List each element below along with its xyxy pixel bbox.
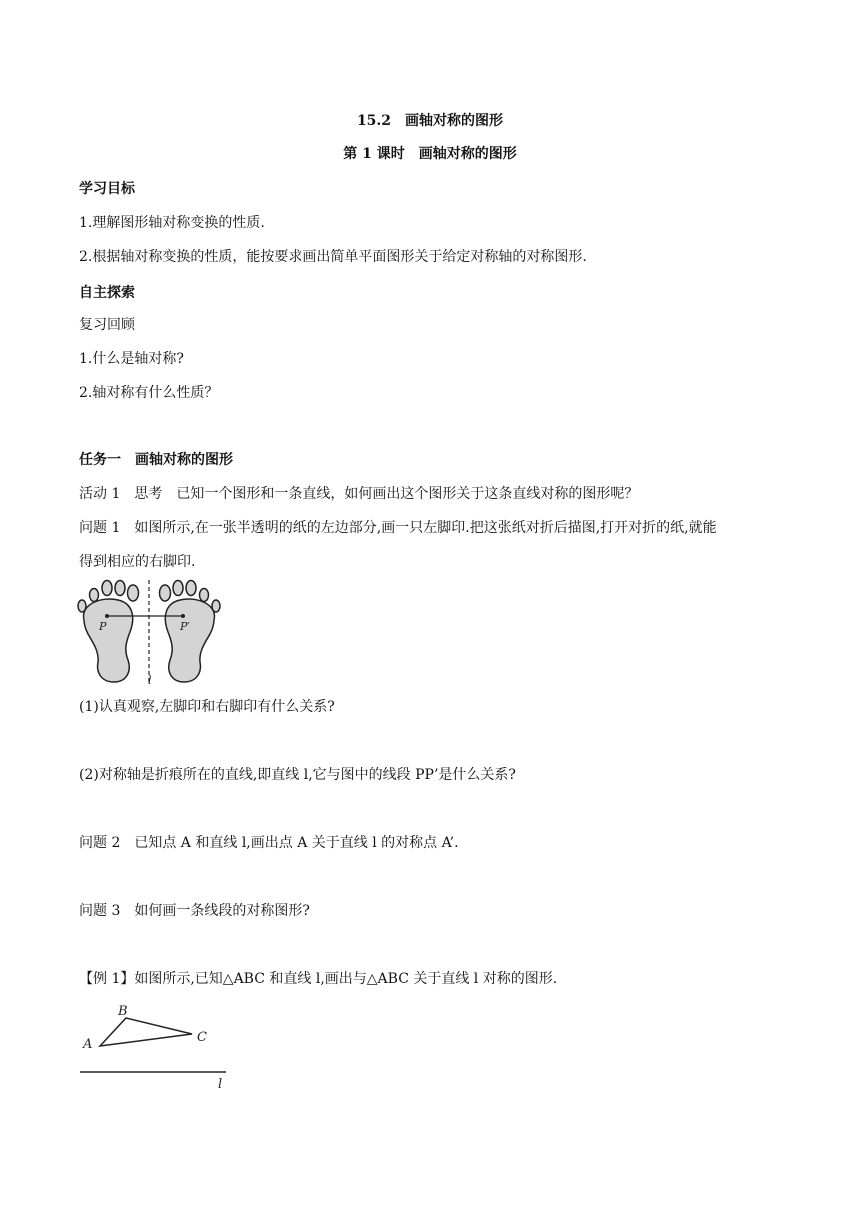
review-question-2: 2.轴对称有什么性质？ [79,385,219,401]
explore-heading: 自主探索 [79,285,135,301]
review-question-1: 1.什么是轴对称? [79,351,184,367]
label-p: P [99,620,107,633]
activity-1: 活动 1 思考 已知一个图形和一条直线，如何画出这个图形关于这条直线对称的图形呢？ [79,486,639,502]
objectives-heading: 学习目标 [79,181,135,197]
page-title: 15.2 画轴对称的图形 [356,113,504,129]
page-subtitle: 第 1 课时 画轴对称的图形 [343,146,517,162]
triangle-abc [100,1018,192,1046]
problem-1-line-2: 得到相应的右脚印. [79,554,196,570]
label-p-prime: P′ [180,620,190,633]
footprint-figure [74,576,224,688]
objective-item-2: 2.根据轴对称变换的性质，能按要求画出简单平面图形关于给定对称轴的对称图形. [79,249,587,265]
label-l: l [148,674,152,687]
label-a: A [83,1037,93,1052]
label-line-l: l [218,1077,223,1092]
label-c: C [197,1030,207,1045]
objective-item-1: 1.理解图形轴对称变换的性质. [79,215,265,231]
point-p [105,614,109,618]
problem-2: 问题 2 已知点 A 和直线 l,画出点 A 关于直线 l 的对称点 A’. [79,835,459,851]
triangle-figure [78,1000,238,1092]
problem-3: 问题 3 如何画一条线段的对称图形? [79,903,310,919]
task1-heading: 任务一 画轴对称的图形 [79,452,233,468]
review-label: 复习回顾 [79,317,135,333]
label-b: B [118,1004,128,1019]
sub-question-2: (2)对称轴是折痕所在的直线,即直线 l,它与图中的线段 PP’是什么关系? [79,767,516,783]
example-1: 【例 1】如图所示,已知△ABC 和直线 l,画出与△ABC 关于直线 l 对称的图形. [79,971,558,987]
sub-question-1: (1)认真观察,左脚印和右脚印有什么关系? [79,699,335,715]
problem-1-line-1: 问题 1 如图所示,在一张半透明的纸的左边部分,画一只左脚印.把这张纸对折后描图,打开对折的纸,就能 [79,520,717,536]
left-footprint [78,581,139,683]
point-p-prime [181,614,185,618]
